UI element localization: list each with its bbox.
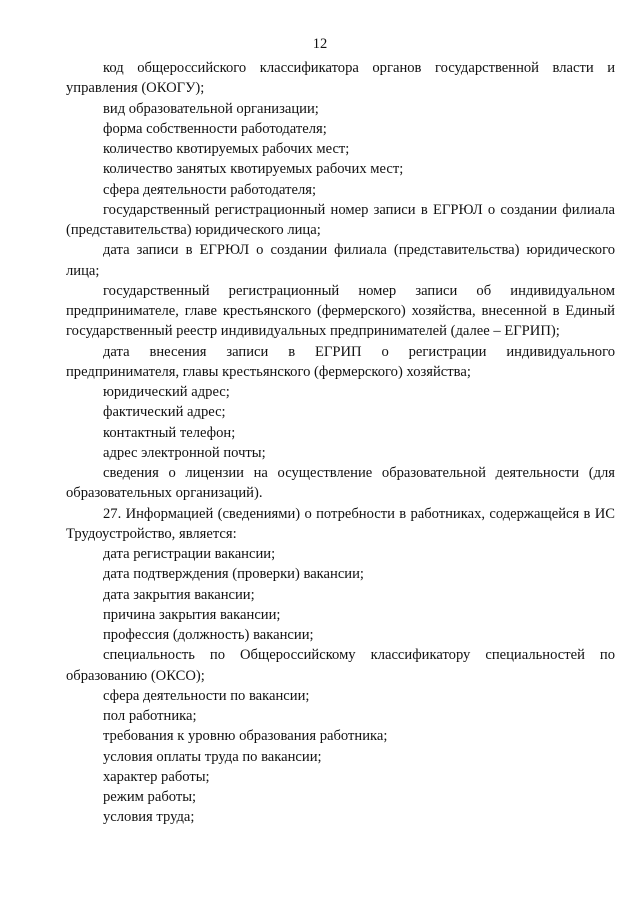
paragraph: дата внесения записи в ЕГРИП о регистрации индивидуального предпринимателя, главы крестьянского (фермерского) хозяйства; — [66, 343, 615, 380]
paragraph: код общероссийского классификатора органов государственной власти и управления (ОКОГУ); — [66, 60, 615, 97]
paragraph: 27. Информацией (сведениями) о потребности в работниках, содержащейся в ИС Трудоустройство, является: — [66, 505, 615, 542]
paragraph: условия труда; — [103, 809, 195, 826]
paragraph: юридический адрес; — [103, 384, 230, 400]
paragraph: сведения о лицензии на осуществление образовательной деятельности (для образовательных организаций). — [66, 465, 615, 502]
paragraph: требования к уровню образования работника; — [103, 728, 388, 745]
paragraph: профессия (должность) вакансии; — [103, 627, 314, 643]
paragraph: государственный регистрационный номер записи в ЕГРЮЛ о создании филиала (представительства) юридического лица; — [66, 201, 615, 238]
paragraph: фактический адрес; — [103, 404, 226, 421]
paragraph: пол работника; — [103, 708, 197, 724]
page-number: 12 — [312, 36, 328, 52]
paragraph: количество квотируемых рабочих мест; — [103, 141, 350, 157]
paragraph: причина закрытия вакансии; — [103, 606, 281, 623]
paragraph: условия оплаты труда по вакансии; — [103, 748, 322, 765]
paragraph: дата закрытия вакансии; — [103, 586, 255, 603]
paragraph: характер работы; — [103, 768, 210, 785]
paragraph: вид образовательной организации; — [103, 100, 319, 117]
paragraph: контактный телефон; — [103, 424, 236, 441]
paragraph: режим работы; — [103, 789, 197, 805]
paragraph: адрес электронной почты; — [103, 444, 266, 461]
paragraph: дата подтверждения (проверки) вакансии; — [103, 566, 364, 583]
paragraph: дата записи в ЕГРЮЛ о создании филиала (представительства) юридического лица; — [66, 242, 615, 279]
paragraph: государственный регистрационный номер записи об индивидуальном предпринимателе, главе крестьянского (фермерского) хозяйства, внесенной в Единый государственный реестр индивидуальных предпринимателей (далее – ЕГРИП); — [66, 282, 615, 340]
paragraph: количество занятых квотируемых рабочих мест; — [103, 161, 404, 178]
paragraph: форма собственности работодателя; — [103, 120, 327, 137]
document-body — [66, 58, 615, 828]
paragraph: сфера деятельности работодателя; — [103, 181, 316, 198]
paragraph: дата регистрации вакансии; — [103, 546, 276, 562]
paragraph: сфера деятельности по вакансии; — [103, 687, 310, 704]
paragraph: специальность по Общероссийскому классификатору специальностей по образованию (ОКСО); — [66, 647, 615, 684]
